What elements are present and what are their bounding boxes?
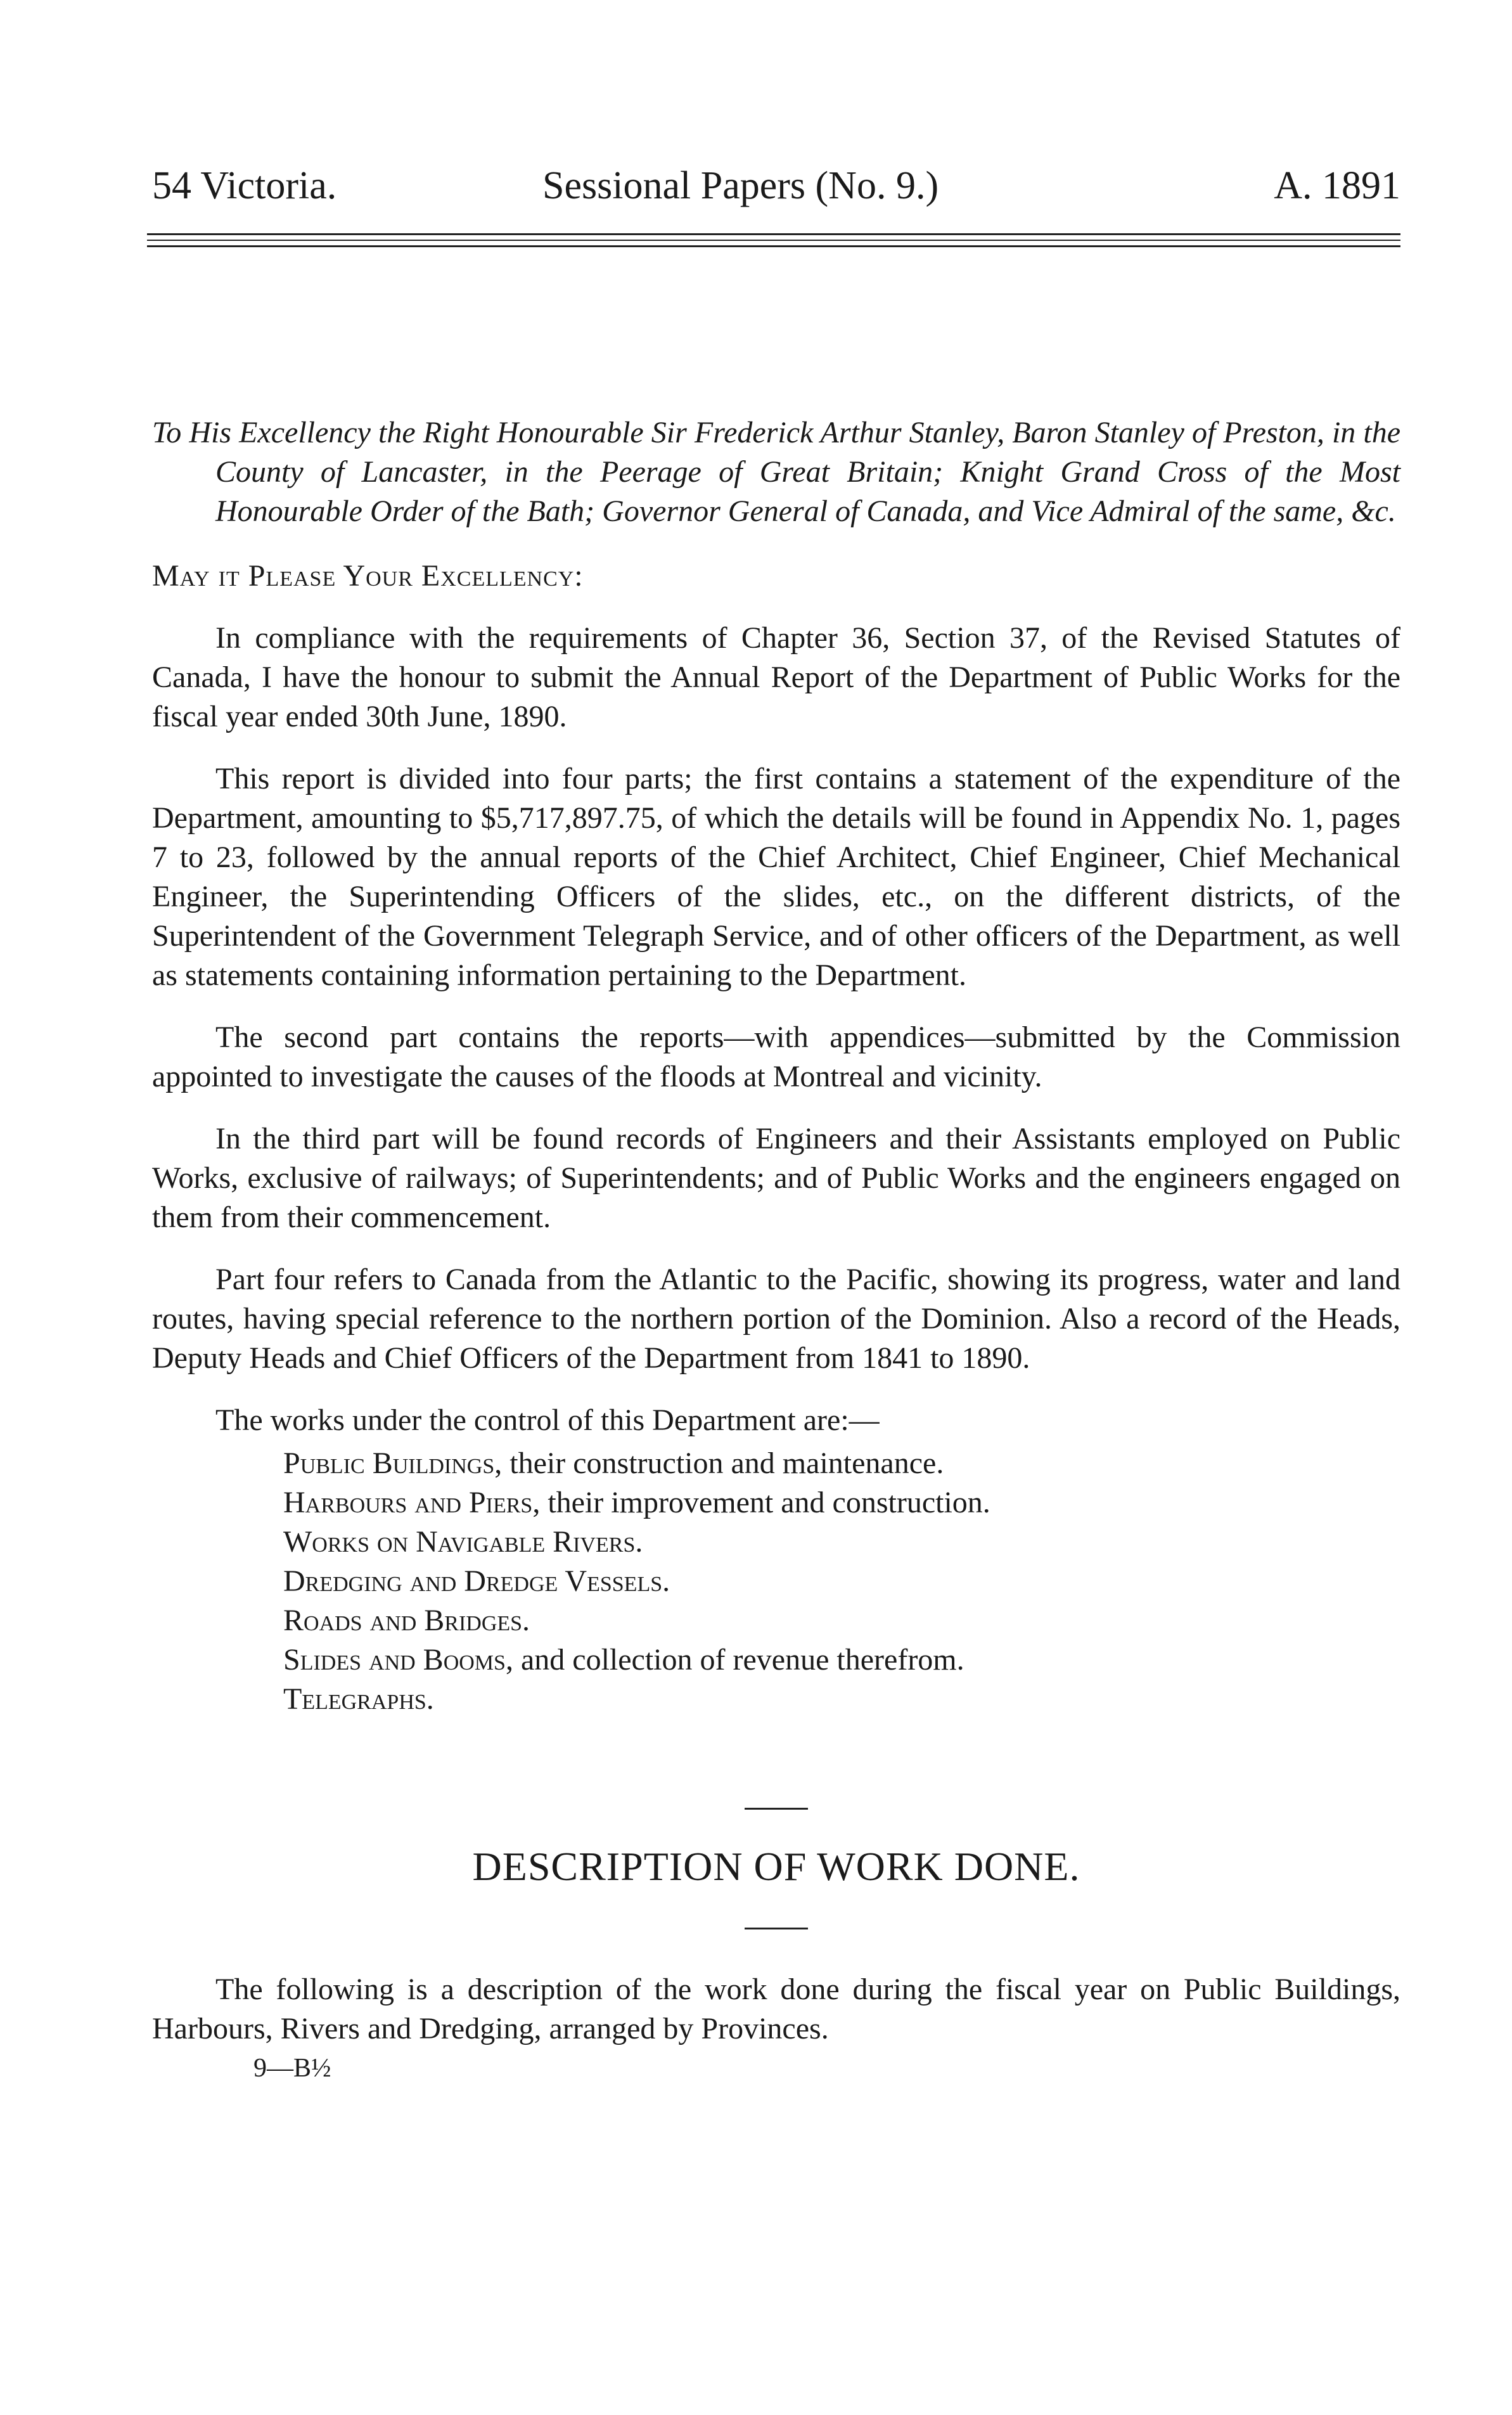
work-description: , and collection of revenue therefrom. bbox=[505, 1643, 964, 1677]
list-item bbox=[283, 1680, 1400, 1719]
list-item bbox=[283, 1640, 1400, 1680]
running-header bbox=[152, 164, 1400, 214]
work-name: Dredging and Dredge Vessels. bbox=[283, 1564, 670, 1598]
work-name: Public Buildings bbox=[283, 1446, 495, 1480]
header-year: A. 1891 bbox=[1274, 164, 1400, 207]
work-name: Harbours and Piers bbox=[283, 1486, 533, 1519]
header-rule bbox=[147, 245, 1400, 247]
work-name: Roads and Bridges. bbox=[283, 1604, 530, 1637]
closing-paragraph: The following is a description of the work done during the fiscal year on Public Buildings, Harbours, Rivers and Dredging, arranged by Provinces. bbox=[152, 1973, 1400, 2045]
works-intro: The works under the control of this Department are:— bbox=[215, 1403, 880, 1437]
header-rule bbox=[147, 240, 1400, 241]
list-item bbox=[283, 1562, 1400, 1601]
work-description: , their construction and maintenance. bbox=[494, 1446, 944, 1480]
list-item bbox=[283, 1601, 1400, 1640]
works-list bbox=[283, 1444, 1400, 1719]
body-paragraph: In the third part will be found records of Engineers and their Assistants employed on Public Works, exclusive of railways; of Superintendents; and of Public Works and the engineers engaged on them from their commencement. bbox=[152, 1122, 1400, 1234]
list-item bbox=[283, 1444, 1400, 1483]
body-paragraph: In compliance with the requirements of Chapter 36, Section 37, of the Revised Statutes of Canada, I have the honour to submit the Annual Report of the Department of Public Works for the fiscal year ended 30th June, 1890. bbox=[152, 621, 1400, 733]
section-title: DESCRIPTION OF WORK DONE. bbox=[472, 1844, 1080, 1889]
section-divider bbox=[745, 1808, 808, 1810]
work-name: Slides and Booms bbox=[283, 1643, 506, 1677]
list-item bbox=[283, 1483, 1400, 1523]
salutation: May it Please Your Excellency: bbox=[152, 559, 584, 593]
section-divider bbox=[745, 1928, 808, 1929]
header-title: Sessional Papers (No. 9.) bbox=[542, 164, 939, 207]
body-paragraph: Part four refers to Canada from the Atlantic to the Pacific, showing its progress, water and land routes, having special reference to the northern portion of the Dominion. Also a record of the Heads, Deputy Heads and Chief Officers of the Department from 1841 to 1890. bbox=[152, 1263, 1400, 1375]
body-paragraph: This report is divided into four parts; the first contains a statement of the expenditure of the Department, amounting to $5,717,897.75, of which the details will be found in Appendix No. 1, pages 7 to 23, followed by the annual reports of the Chief Architect, Chief Engineer, Chief Mechanical Engineer, the Superintending Officers of the slides, etc., on the different districts, of the Superintendent of the Government Telegraph Service, and of other officers of the Department, as well as statements containing information pertaining to the Department. bbox=[152, 762, 1400, 992]
header-volume: 54 Victoria. bbox=[152, 164, 337, 207]
work-name: Telegraphs. bbox=[283, 1682, 434, 1716]
list-item bbox=[283, 1523, 1400, 1562]
address-block: To His Excellency the Right Honourable Sir Frederick Arthur Stanley, Baron Stanley of Preston, in the County of Lancaster, in the Peerage of Great Britain; Knight Grand Cross of the Most Honourable Order of the Bath; Governor General of Canada, and Vice Admiral of the same, &c. bbox=[152, 416, 1400, 528]
work-name: Works on Navigable Rivers. bbox=[283, 1525, 643, 1559]
page-body bbox=[152, 413, 1400, 2084]
signature-mark: 9—B½ bbox=[253, 2054, 331, 2083]
work-description: , their improvement and construction. bbox=[532, 1486, 990, 1519]
body-paragraph: The second part contains the reports—with appendices—submitted by the Commission appointed to investigate the causes of the floods at Montreal and vicinity. bbox=[152, 1021, 1400, 1093]
header-rule bbox=[147, 233, 1400, 235]
